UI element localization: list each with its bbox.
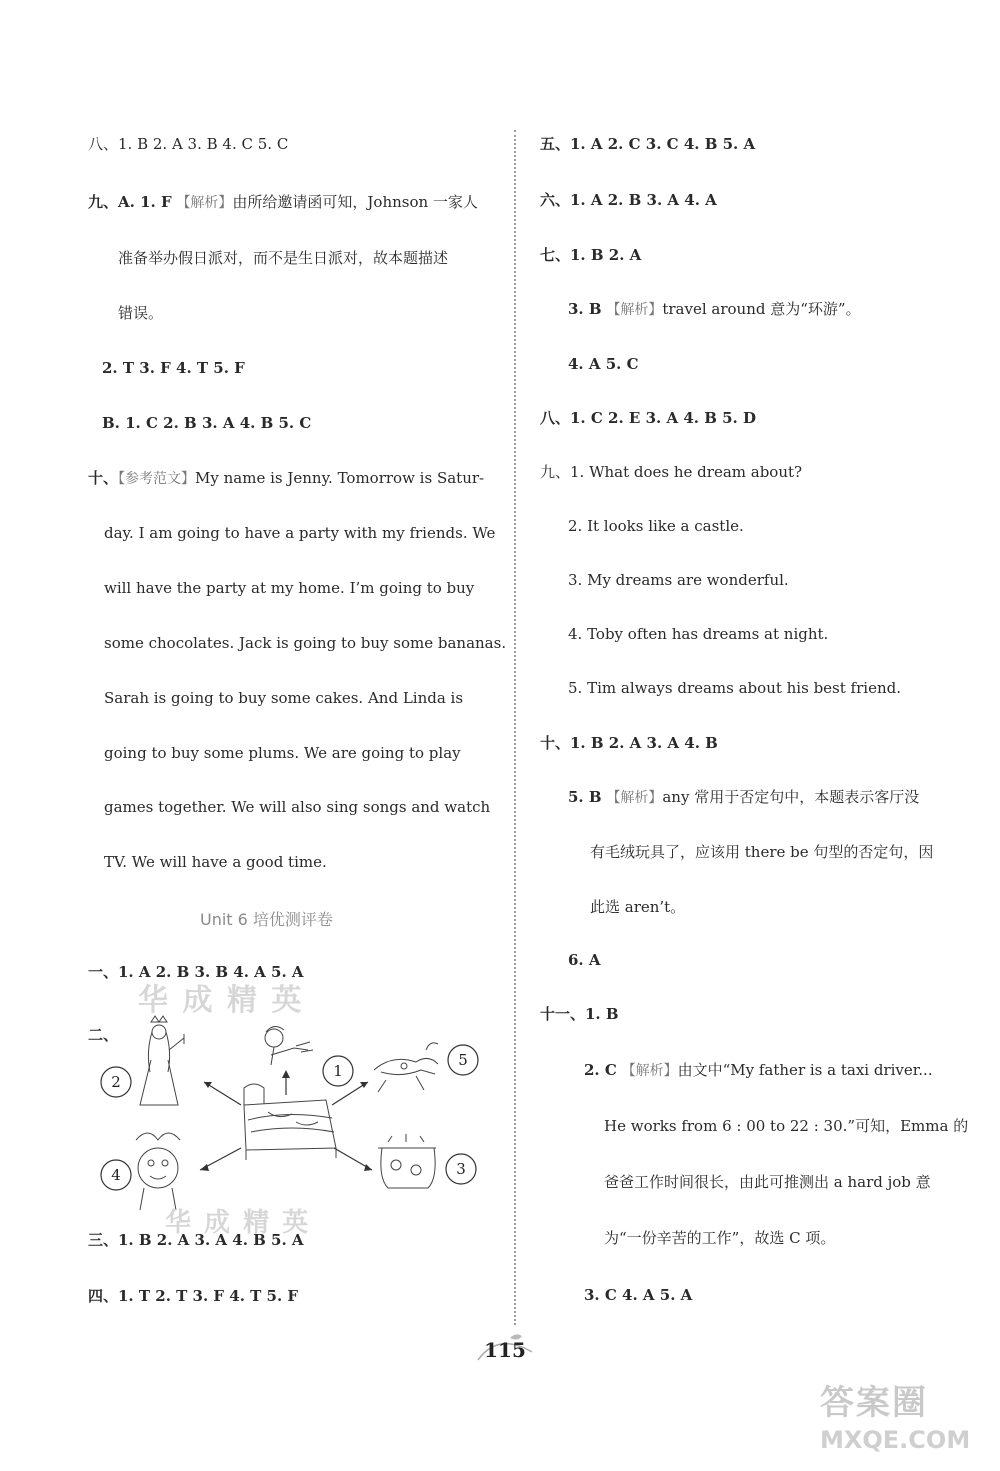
essay-line: going to buy some plums. We are going to play <box>104 744 461 762</box>
clown-illustration <box>136 1133 180 1210</box>
analysis-text: 由文中“My father is a taxi driver... <box>677 1061 933 1079</box>
answer-line-9b: B. 1. C 2. B 3. A 4. B 5. C <box>102 414 312 432</box>
matching-diagram <box>96 1010 496 1210</box>
diagram-number: 5 <box>458 1051 468 1069</box>
answer-line-r9-1: 九、1. What does he dream about? <box>540 463 803 481</box>
answer-line-r9-4: 4. Toby often has dreams at night. <box>568 625 829 643</box>
analysis-tag: 【解析】 <box>176 195 233 211</box>
answer-10-prefix: 十、 <box>88 469 119 487</box>
arrowhead <box>364 1164 372 1171</box>
analysis-text: 由所给邀请函可知，Johnson 一家人 <box>232 193 478 211</box>
essay-line: Sarah is going to buy some cakes. And Linda is <box>104 689 464 707</box>
essay-line: day. I am going to have a party with my friends. We <box>104 524 496 542</box>
answer-line-r11: 十一、1. B <box>540 1005 619 1023</box>
sample-essay-tag: 【参考范文】 <box>118 471 196 487</box>
analysis-text-line: 准备举办假日派对，而不是生日派对，故本题描述 <box>118 249 449 267</box>
answer-label-u2: 二、 <box>88 1026 119 1044</box>
diagram-number: 3 <box>456 1160 466 1178</box>
analysis-text-line: 有毛绒玩具了，应该用 there be 句型的否定句，因 <box>590 843 934 861</box>
answer-line-r7: 七、1. B 2. A <box>540 246 642 264</box>
logo-url: MXQE.COM <box>820 1426 971 1454</box>
arrowhead <box>282 1070 290 1078</box>
analysis-tag: 【解析】 <box>606 302 663 318</box>
bed-illustration <box>244 1084 336 1160</box>
answer-prefix: 3. B <box>568 300 602 318</box>
faded-watermark: 华 成 精 英 <box>138 983 304 1018</box>
column-divider <box>514 130 516 1325</box>
princess-illustration <box>140 1016 184 1105</box>
analysis-text: travel around 意为“环游”。 <box>662 300 861 318</box>
answer-line-r11-rest: 3. C 4. A 5. A <box>584 1286 693 1304</box>
site-logo-watermark <box>820 1375 980 1465</box>
essay-line: some chocolates. Jack is going to buy some bananas. <box>104 634 507 652</box>
unit-title: Unit 6 培优测评卷 <box>200 910 333 929</box>
answer-line-r6: 六、1. A 2. B 3. A 4. A <box>540 191 717 209</box>
answer-line-r10-5 <box>568 787 919 808</box>
diagram-number: 1 <box>333 1062 343 1080</box>
boy-violin-illustration <box>265 1026 313 1065</box>
answer-prefix: 2. C <box>584 1061 617 1079</box>
logo-text: 答案圈 <box>820 1383 928 1423</box>
essay-line: TV. We will have a good time. <box>104 853 327 871</box>
answer-line-9a-rest: 2. T 3. F 4. T 5. F <box>102 359 245 377</box>
answer-line-u4: 四、1. T 2. T 3. F 4. T 5. F <box>88 1287 299 1305</box>
analysis-text: any 常用于否定句中，本题表示客厅没 <box>662 788 920 806</box>
answer-9a1-prefix: 九、A. 1. F <box>88 193 172 211</box>
analysis-tag: 【解析】 <box>621 1063 678 1079</box>
dragon-dream-illustration <box>374 1043 438 1092</box>
analysis-text-line: 爸爸工作时间很长，由此可推测出 a hard job 意 <box>604 1173 931 1191</box>
essay-line: will have the party at my home. I’m going to buy <box>104 579 475 597</box>
page-number-text: 115 <box>484 1338 526 1362</box>
answer-line-10 <box>88 468 484 489</box>
analysis-tag: 【解析】 <box>606 790 663 806</box>
answer-line-r8: 八、1. C 2. E 3. A 4. B 5. D <box>540 409 756 427</box>
arrowhead <box>204 1082 212 1088</box>
answer-line-r5: 五、1. A 2. C 3. C 4. B 5. A <box>540 135 756 153</box>
answer-line-r9-3: 3. My dreams are wonderful. <box>568 571 789 589</box>
arrowhead <box>360 1082 368 1088</box>
page-number <box>470 1330 540 1370</box>
answer-line-r7-3 <box>568 299 861 320</box>
faded-watermark: 华 成 精 英 <box>165 1208 311 1238</box>
answer-line-r7-rest: 4. A 5. C <box>568 355 639 373</box>
diagram-number: 2 <box>111 1073 121 1091</box>
answer-line-r9-5: 5. Tim always dreams about his best friend. <box>568 679 901 697</box>
arrowhead <box>200 1164 209 1171</box>
answer-line-r9-2: 2. It looks like a castle. <box>568 517 744 535</box>
answer-line-9a1 <box>88 192 478 213</box>
answer-line-u3: 三、1. B 2. A 3. A 4. B 5. A <box>88 1231 304 1249</box>
answer-line-r11-2 <box>584 1060 933 1081</box>
diagram-number: 4 <box>111 1166 121 1184</box>
essay-line: My name is Jenny. Tomorrow is Satur- <box>195 469 485 487</box>
answer-line-8: 八、1. B 2. A 3. B 4. C 5. C <box>88 135 289 153</box>
essay-line: games together. We will also sing songs and watch <box>104 798 491 816</box>
analysis-text-line: He works from 6 : 00 to 22 : 30.”可知，Emma 的 <box>604 1117 969 1135</box>
party-cake-illustration <box>378 1134 436 1188</box>
analysis-text-line: 此选 aren’t。 <box>590 898 686 916</box>
answer-line-u1: 一、1. A 2. B 3. B 4. A 5. A <box>88 963 304 981</box>
answer-line-r10: 十、1. B 2. A 3. A 4. B <box>540 734 718 752</box>
analysis-text-line: 错误。 <box>118 304 164 322</box>
diagram-svg <box>96 1010 496 1210</box>
analysis-text-line: 为“一份辛苦的工作”，故选 C 项。 <box>604 1229 836 1247</box>
answer-line-r10-6: 6. A <box>568 951 601 969</box>
answer-prefix: 5. B <box>568 788 602 806</box>
